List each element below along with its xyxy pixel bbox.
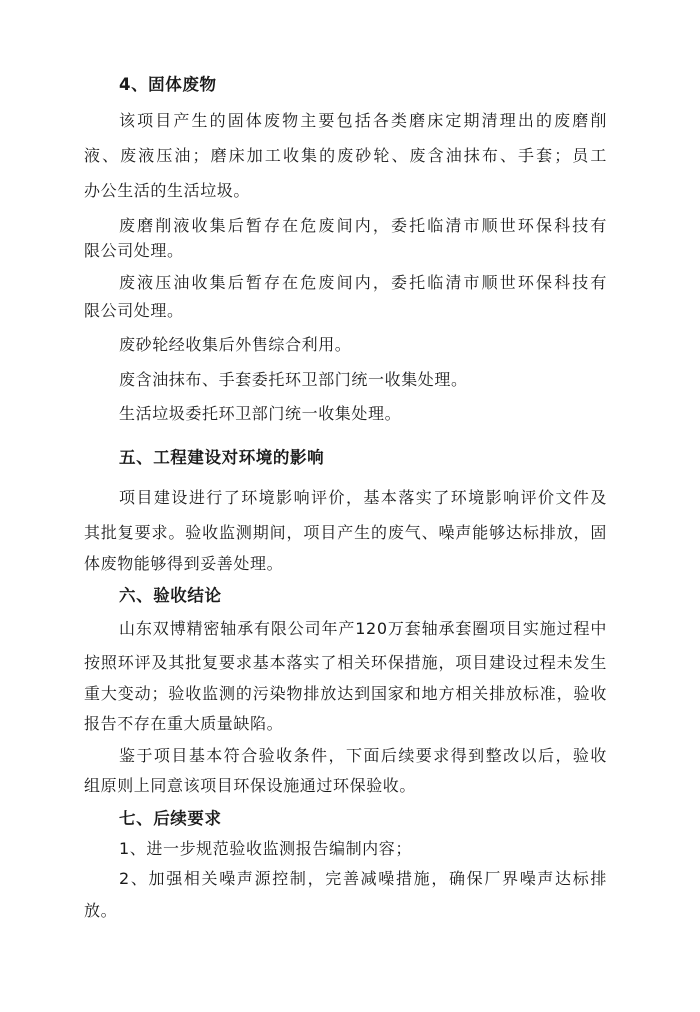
paragraph-line: 限公司处理。	[84, 301, 184, 320]
section-heading-followup: 七、后续要求	[119, 809, 222, 828]
paragraph-line: 液、废液压油；磨床加工收集的废砂轮、废含油抹布、手套；员工	[84, 146, 607, 165]
list-item-continuation: 放。	[84, 901, 118, 920]
paragraph-line: 废磨削液收集后暂存在危废间内，委托临清市顺世环保科技有	[119, 216, 607, 235]
paragraph-line: 废液压油收集后暂存在危废间内，委托临清市顺世环保科技有	[119, 273, 607, 292]
paragraph-line: 重大变动；验收监测的污染物排放达到国家和地方相关排放标准，验收	[84, 684, 607, 703]
paragraph-line: 按照环评及其批复要求基本落实了相关环保措施，项目建设过程未发生	[84, 653, 607, 672]
paragraph-line: 鉴于项目基本符合验收条件，下面后续要求得到整改以后，验收	[119, 746, 607, 765]
section-heading-conclusion: 六、验收结论	[119, 586, 222, 605]
list-item: 1、进一步规范验收监测报告编制内容；	[119, 839, 412, 858]
paragraph-line: 该项目产生的固体废物主要包括各类磨床定期清理出的废磨削	[119, 111, 607, 130]
paragraph-line: 废砂轮经收集后外售综合利用。	[119, 335, 352, 354]
paragraph-line: 组原则上同意该项目环保设施通过环保验收。	[84, 776, 417, 795]
section-heading-solid-waste: 4、固体废物	[119, 75, 217, 94]
paragraph-line: 项目建设进行了环境影响评价，基本落实了环境影响评价文件及	[119, 488, 607, 507]
paragraph-line: 其批复要求。验收监测期间，项目产生的废气、噪声能够达标排放，固	[84, 523, 607, 542]
paragraph-line: 报告不存在重大质量缺陷。	[84, 714, 284, 733]
paragraph-line: 体废物能够得到妥善处理。	[84, 554, 284, 573]
section-heading-impact: 五、工程建设对环境的影响	[119, 448, 325, 467]
paragraph-line: 生活垃圾委托环卫部门统一收集处理。	[119, 404, 402, 423]
paragraph-line: 办公生活的生活垃圾。	[84, 181, 251, 200]
paragraph-line: 限公司处理。	[84, 241, 184, 260]
list-item: 2、加强相关噪声源控制，完善减噪措施，确保厂界噪声达标排	[119, 869, 607, 888]
paragraph-line: 废含油抹布、手套委托环卫部门统一收集处理。	[119, 370, 468, 389]
paragraph-line: 山东双博精密轴承有限公司年产120万套轴承套圈项目实施过程中	[119, 619, 607, 638]
